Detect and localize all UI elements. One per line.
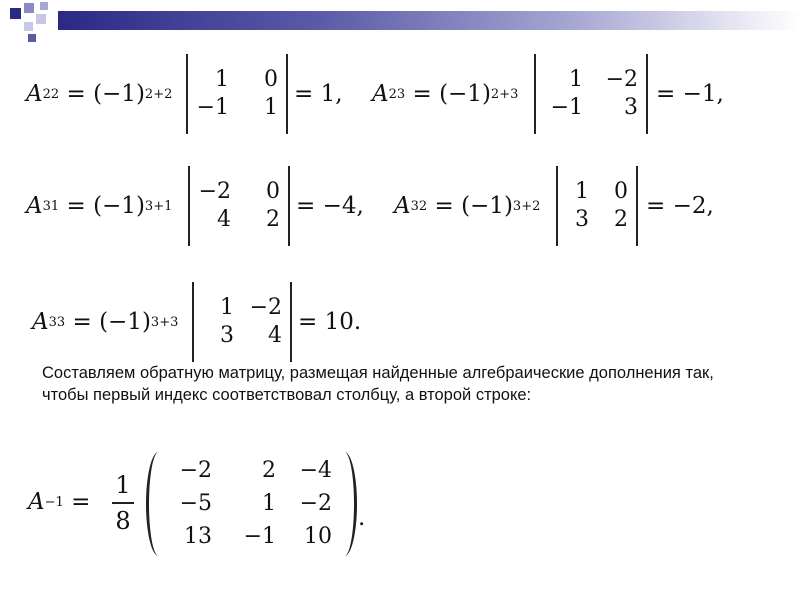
inverse-matrix-formula (28, 448, 388, 560)
formula-row-3 (0, 282, 800, 362)
inverse-fraction: 1 8 (112, 470, 134, 536)
a32-result: = −2, (646, 193, 714, 219)
matrix-row: −2 2 −4 (179, 458, 332, 483)
inverse-matrix-body (170, 454, 334, 553)
a31-determinant: −2 0 4 2 (188, 166, 290, 246)
header-square-mid (24, 3, 34, 13)
a31-lhs: A 31 = (−1) 3+1 (26, 193, 173, 219)
formula-row-1 (0, 54, 800, 134)
a32-lhs: A 32 = (−1) 3+2 (394, 193, 541, 219)
header-square-mid-2 (40, 2, 48, 10)
a33-lhs: A 33 = (−1) 3+3 (32, 309, 179, 335)
right-paren (336, 452, 357, 556)
explanation-paragraph: Составляем обратную матрицу, размещая найденные алгебраические дополнения так, чтобы первый индекс соответствовал столбцу, а второй строке: (42, 364, 714, 404)
inverse-lhs: A −1 = (28, 489, 91, 515)
a22-lhs: A 22 = (−1) 2+2 (26, 81, 173, 107)
a23-determinant: 1 −2 −1 3 (534, 54, 648, 134)
formula-row-2 (0, 166, 800, 246)
inverse-trailing-dot: . (358, 505, 366, 531)
a22-result: = 1, (294, 81, 343, 107)
a33-determinant: 1 −2 3 4 (192, 282, 292, 362)
a33-result: = 10. (298, 309, 362, 335)
header-square-light-2 (24, 22, 33, 31)
a23-result: = −1, (656, 81, 724, 107)
matrix-row: −5 1 −2 (179, 491, 332, 516)
a22-determinant: 1 0 −1 1 (186, 54, 288, 134)
slide-header-decoration (0, 0, 800, 48)
left-paren (146, 452, 167, 556)
header-square-dark-2 (28, 34, 36, 42)
a23-lhs: A 23 = (−1) 2+3 (372, 81, 519, 107)
a31-result: = −4, (296, 193, 364, 219)
matrix-row: 13 −1 10 (184, 524, 332, 549)
header-gradient-bar (58, 11, 800, 30)
header-square-light (36, 14, 46, 24)
header-square-dark (10, 8, 21, 19)
a32-determinant: 1 0 3 2 (556, 166, 638, 246)
